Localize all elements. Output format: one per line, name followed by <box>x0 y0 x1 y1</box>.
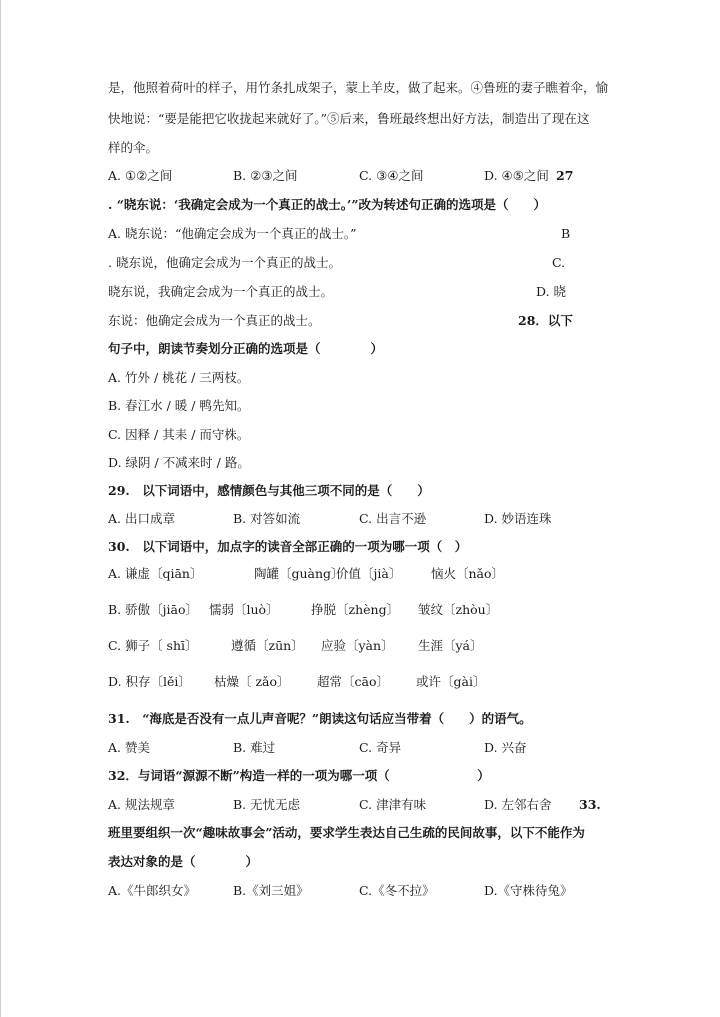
q30-b-item-3: 挣脱〔zhèng〕 <box>311 602 400 617</box>
q26-option-a: A. ①②之间 <box>108 168 173 183</box>
q29-option-a: A. 出口成章 <box>108 511 175 526</box>
q33-stem-line-2: 表达对象的是（ ） <box>108 854 259 869</box>
q29-option-c: C. 出言不逊 <box>359 511 427 526</box>
q28-option-a: A. 竹外 / 桃花 / 三两枝。 <box>108 370 250 385</box>
q28-stem-tail: 句子中，朗读节奏划分正确的选项是（ ） <box>108 341 384 356</box>
q30-d-item-3: 超常〔cāo〕 <box>317 674 389 689</box>
q27-option-c-letter: C. <box>552 255 566 270</box>
q33-stem-line-1: 班里要组织一次“趣味故事会”活动，要求学生表达自己生疏的民间故事，以下不能作为 <box>108 825 585 840</box>
q31-option-d: D. 兴奋 <box>484 740 527 755</box>
q30-b-item-2: 懦弱〔luò〕 <box>209 602 279 617</box>
q30-c-item-4: 生涯〔yá〕 <box>418 638 483 653</box>
q30-d-item-4: 或许〔gài〕 <box>416 674 486 689</box>
q32-option-a: A. 规法规章 <box>108 797 175 812</box>
q30-c-item-2: 遵循〔zūn〕 <box>231 638 304 653</box>
passage-line-2: 快地说：“要是能把它收拢起来就好了。”⑤后来，鲁班最终想出好方法，制造出了现在这 <box>108 111 590 126</box>
q27-option-a: A. 晓东说：“他确定会成为一个真正的战士。” <box>108 226 357 241</box>
q30-b-label: B. 骄傲〔jiāo〕 <box>108 602 198 617</box>
q31-option-c: C. 奇异 <box>359 740 402 755</box>
q30-d-item-2: 枯燥〔 zǎo〕 <box>214 674 290 689</box>
passage-line-1: 是，他照着荷叶的样子，用竹条扎成架子，蒙上羊皮，做了起来。④鲁班的妻子瞧着伞，愉 <box>108 80 609 95</box>
q27-option-d-tail: 东说：他确定会成为一个真正的战士。 <box>108 313 321 328</box>
q30-d-label: D. 积存〔lěi〕 <box>108 674 191 689</box>
q31-stem: 31. “海底是否没有一点儿声音呢？”朗读这句话应当带着（ ）的语气。 <box>108 711 532 726</box>
q29-option-d: D. 妙语连珠 <box>484 511 552 526</box>
q30-c-label: C. 狮子〔 shī〕 <box>108 638 198 653</box>
q26-option-c: C. ③④之间 <box>359 168 424 183</box>
q28-option-c: C. 因释 / 其耒 / 而守株。 <box>108 427 250 442</box>
page-edge <box>0 0 1 1017</box>
q27-option-d-head: D. 晓 <box>536 284 567 299</box>
q29-stem: 29. 以下词语中，感情颜色与其他三项不同的是（ ） <box>108 483 430 498</box>
q32-option-c: C. 津津有味 <box>359 797 427 812</box>
q33-option-b: B.《刘三姐》 <box>233 883 309 898</box>
q26-option-b: B. ②③之间 <box>233 168 298 183</box>
q32-option-d: D. 左邻右舍 <box>484 797 552 812</box>
q28-option-b: B. 春江水 / 暖 / 鸭先知。 <box>108 398 250 413</box>
q30-a-item-4: 恼火〔nǎo〕 <box>431 566 505 581</box>
q32-option-b: B. 无忧无虑 <box>233 797 301 812</box>
q27-stem: . “晓东说：‘我确定会成为一个真正的战士。’”改为转述句正确的选项是（ ） <box>108 197 547 212</box>
q26-option-d: D. ④⑤之间 <box>484 168 549 183</box>
q30-a-label: A. 谦虚〔qiān〕 <box>108 566 203 581</box>
q30-stem: 30. 以下词语中，加点字的读音全部正确的一项为哪一项（ ） <box>108 539 468 554</box>
q33-number: 33. <box>579 797 601 812</box>
q27-number: 27 <box>556 168 574 183</box>
q28-stem-head: 28．以下 <box>518 313 573 328</box>
q28-option-d: D. 绿阴 / 不减来时 / 路。 <box>108 455 250 470</box>
q30-c-item-3: 应验〔yàn〕 <box>321 638 394 653</box>
q33-option-d: D.《守株待兔》 <box>484 883 573 898</box>
q27-option-c-text: 晓东说，我确定会成为一个真正的战士。 <box>108 284 334 299</box>
q32-stem: 32．与词语“源源不断”构造一样的一项为哪一项（ ） <box>108 768 490 783</box>
q27-option-b-letter: B <box>561 226 571 241</box>
passage-line-3: 样的伞。 <box>108 140 159 155</box>
q27-option-b-text: . 晓东说，他确定会成为一个真正的战士。 <box>108 255 341 270</box>
q33-option-a: A.《牛郎织女》 <box>108 883 197 898</box>
q30-a-item-3: 价值〔jià〕 <box>336 566 402 581</box>
q31-option-a: A. 赞美 <box>108 740 150 755</box>
q30-b-item-4: 皱纹〔zhòu〕 <box>418 602 499 617</box>
q30-a-item-2: 陶罐〔guàng〕 <box>254 566 344 581</box>
q33-option-c: C.《冬不拉》 <box>359 883 435 898</box>
q29-option-b: B. 对答如流 <box>233 511 301 526</box>
q31-option-b: B. 难过 <box>233 740 276 755</box>
